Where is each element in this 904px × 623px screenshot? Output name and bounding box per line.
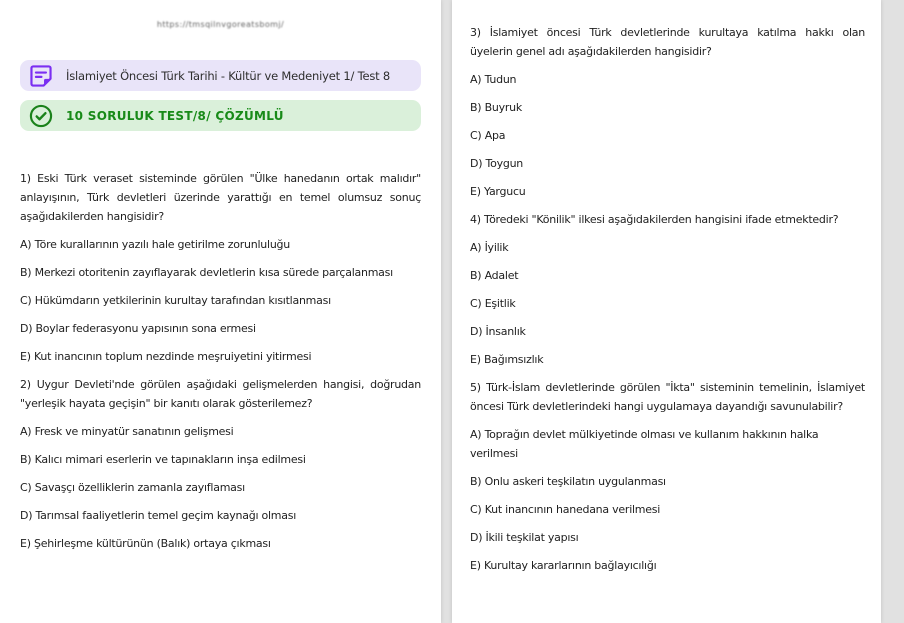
test-status-badge	[20, 100, 421, 131]
question-2-option-e: E) Şehirleşme kültürünün (Balık) ortaya çıkması	[20, 537, 271, 550]
question-4-option-e: E) Bağımsızlık	[470, 353, 544, 366]
question-4-option-d: D) İnsanlık	[470, 325, 526, 338]
question-5-option-d: D) İkili teşkilat yapısı	[470, 531, 579, 544]
question-5-option-b: B) Onlu askeri teşkilatın uygulanması	[470, 475, 666, 488]
question-1-option-e: E) Kut inancının toplum nezdinde meşruiyetini yitirmesi	[20, 350, 312, 363]
document-page-left	[0, 0, 441, 623]
test-status-label: 10 SORULUK TEST/8/ ÇÖZÜMLÜ	[66, 108, 284, 123]
watermark-url: https://tmsqilnvgoreatsbomj/	[156, 20, 285, 29]
question-3-option-d: D) Toygun	[470, 157, 524, 170]
question-5-option-a: A) Toprağın devlet mülkiyetinde olması ve kullanım hakkının halka verilmesi	[470, 428, 819, 460]
questions-column-right	[452, 23, 881, 575]
questions-column-left	[0, 169, 441, 553]
question-1-option-a: A) Töre kurallarının yazılı hale getirilme zorunluluğu	[20, 238, 290, 251]
question-3-option-e: E) Yargucu	[470, 185, 526, 198]
question-5-text: 5) Türk-İslam devletlerinde görülen "İkta" sisteminin temelinin, İslamiyet öncesi Türk devletlerindeki hangi uygulamaya dayandığı savunulabilir?	[470, 381, 865, 413]
check-circle-icon	[28, 103, 54, 129]
test-title-badge	[20, 60, 421, 91]
question-5-option-e: E) Kurultay kararlarının bağlayıcılığı	[470, 559, 657, 572]
question-4-option-b: B) Adalet	[470, 269, 519, 282]
question-2-option-a: A) Fresk ve minyatür sanatının gelişmesi	[20, 425, 234, 438]
question-3-option-b: B) Buyruk	[470, 101, 522, 114]
question-1-text: 1) Eski Türk veraset sisteminde görülen "Ülke hanedanın ortak malıdır" anlayışının, Türk devletleri üzerinde yarattığı en temel olumsuz sonuç aşağıdakilerden hangisidir?	[20, 172, 421, 223]
question-3-option-a: A) Tudun	[470, 73, 517, 86]
question-1-option-c: C) Hükümdarın yetkilerinin kurultay tarafından kısıtlanması	[20, 294, 331, 307]
question-4-option-a: A) İyilik	[470, 241, 509, 254]
question-2-option-d: D) Tarımsal faaliyetlerin temel geçim kaynağı olması	[20, 509, 297, 522]
question-1-option-b: B) Merkezi otoritenin zayıflayarak devletlerin kısa sürede parçalanması	[20, 266, 393, 279]
question-4-text: 4) Töredeki "Könilik" ilkesi aşağıdakilerden hangisini ifade etmektedir?	[470, 213, 839, 226]
question-3-text: 3) İslamiyet öncesi Türk devletlerinde kurultaya katılma hakkı olan üyelerin genel adı aşağıdakilerden hangisidir?	[470, 26, 865, 58]
question-4-option-c: C) Eşitlik	[470, 297, 516, 310]
note-icon	[28, 63, 54, 89]
test-title-label: İslamiyet Öncesi Türk Tarihi - Kültür ve Medeniyet 1/ Test 8	[66, 68, 390, 83]
question-2-option-c: C) Savaşçı özelliklerin zamanla zayıflaması	[20, 481, 245, 494]
document-page-right	[452, 0, 881, 623]
question-5-option-c: C) Kut inancının hanedana verilmesi	[470, 503, 661, 516]
question-2-option-b: B) Kalıcı mimari eserlerin ve tapınakların inşa edilmesi	[20, 453, 306, 466]
question-2-text: 2) Uygur Devleti'nde görülen aşağıdaki gelişmelerden hangisi, doğrudan "yerleşik hayata geçişin" bir kanıtı olarak gösterilemez?	[20, 378, 421, 410]
question-1-option-d: D) Boylar federasyonu yapısının sona ermesi	[20, 322, 256, 335]
question-3-option-c: C) Apa	[470, 129, 506, 142]
